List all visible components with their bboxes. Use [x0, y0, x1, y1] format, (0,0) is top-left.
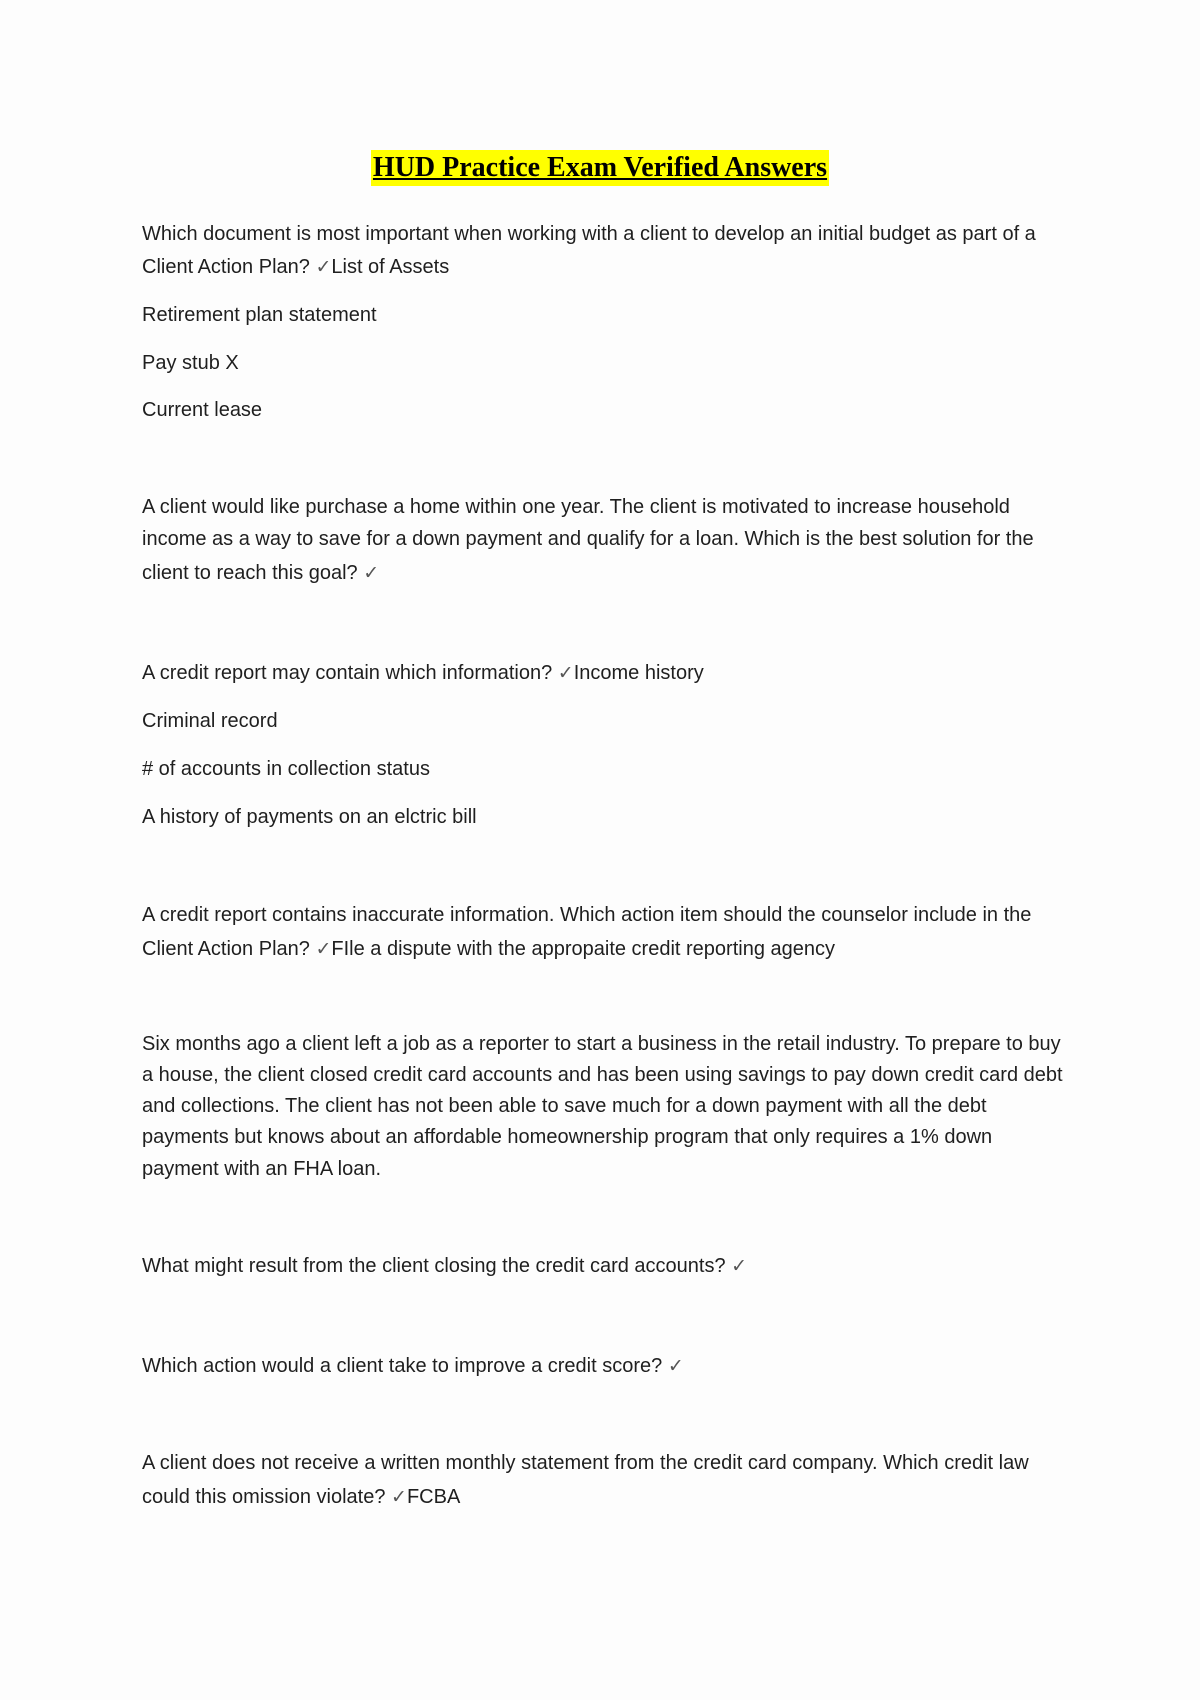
line-text: a house, the client closed credit card accounts and has been using savings to pay down credit card debt: [142, 1064, 1063, 1086]
text-line: [142, 1121, 1072, 1153]
line-text: Which action would a client take to improve a credit score?: [142, 1355, 663, 1377]
text-line: [142, 899, 1072, 931]
line-text: What might result from the client closing the credit card accounts?: [142, 1255, 726, 1277]
line-text: could this omission violate?: [142, 1486, 386, 1508]
checkmark-icon: ✓: [315, 938, 332, 960]
text-line: [142, 523, 1072, 555]
title-wrap: [0, 150, 1200, 186]
line-text: Current lease: [142, 399, 263, 421]
text-line: [142, 347, 1072, 379]
text-line: [142, 657, 1072, 689]
checkmark-icon: ✓: [315, 256, 332, 278]
line-text: Client Action Plan?: [142, 256, 310, 278]
answer-text: FCBA: [406, 1486, 461, 1508]
line-text: A client would like purchase a home within one year. The client is motivated to increase household: [142, 496, 1010, 518]
text-line: [142, 933, 1072, 965]
answer-text: List of Assets: [331, 256, 450, 278]
answer-text: FIle a dispute with the appropaite credit reporting agency: [331, 938, 836, 960]
line-text: client to reach this goal?: [142, 562, 358, 584]
text-line: [142, 801, 1072, 833]
answer-text: Income history: [573, 662, 704, 684]
text-line: [142, 251, 1072, 283]
line-text: payments but knows about an affordable homeownership program that only requires a 1% down: [142, 1126, 993, 1148]
text-line: [142, 491, 1072, 523]
text-line: [142, 705, 1072, 737]
checkmark-icon: ✓: [557, 662, 574, 684]
text-line: [142, 557, 1072, 589]
text-line: [142, 1350, 1072, 1382]
line-text: Six months ago a client left a job as a reporter to start a business in the retail industry. To prepare to buy: [142, 1033, 1061, 1055]
checkmark-icon: ✓: [391, 1486, 407, 1508]
line-text: # of accounts in collection status: [142, 758, 430, 780]
line-text: and collections. The client has not been able to save much for a down payment with all the debt: [142, 1095, 987, 1117]
text-line: [142, 1028, 1072, 1060]
line-text: A credit report may contain which information?: [142, 662, 553, 684]
line-text: A client does not receive a written monthly statement from the credit card company. Which credit law: [142, 1452, 1029, 1474]
line-text: A credit report contains inaccurate information. Which action item should the counselor include in the: [142, 904, 1032, 926]
checkmark-icon: ✓: [363, 562, 380, 584]
line-text: Which document is most important when working with a client to develop an initial budget as part of a: [142, 223, 1036, 245]
line-text: A history of payments on an elctric bill: [142, 806, 477, 828]
text-line: [142, 1059, 1072, 1091]
line-text: Pay stub X: [142, 352, 239, 374]
text-line: [142, 299, 1072, 331]
text-line: [142, 394, 1072, 426]
line-text: Client Action Plan?: [142, 938, 310, 960]
page-title: HUD Practice Exam Verified Answers: [371, 150, 829, 186]
line-text: payment with an FHA loan.: [142, 1158, 382, 1180]
text-line: [142, 1250, 1072, 1282]
text-line: [142, 218, 1072, 250]
line-text: Criminal record: [142, 710, 278, 732]
text-line: [142, 1447, 1072, 1479]
text-line: [142, 1090, 1072, 1122]
line-text: income as a way to save for a down payment and qualify for a loan. Which is the best solution for the: [142, 528, 1034, 550]
line-text: Retirement plan statement: [142, 304, 377, 326]
text-line: [142, 1481, 1072, 1513]
text-line: [142, 1153, 1072, 1185]
checkmark-icon: ✓: [667, 1355, 684, 1377]
text-line: [142, 753, 1072, 785]
checkmark-icon: ✓: [731, 1255, 748, 1277]
